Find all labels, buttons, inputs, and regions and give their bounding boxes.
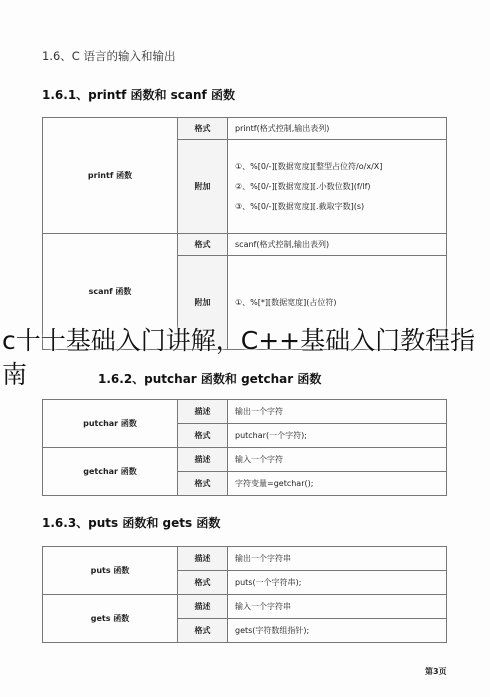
table-row — [43, 234, 447, 256]
getchar-format-key: 格式 — [178, 472, 228, 496]
puts-name-cell: puts 函数 — [43, 547, 178, 595]
putchar-desc-key: 描述 — [178, 400, 228, 424]
putchar-getchar-table — [42, 399, 447, 496]
scanf-extra-key: 附加 — [178, 256, 228, 350]
subsection-title-putchar-getchar: 1.6.2、putchar 函数和 getchar 函数 — [98, 372, 322, 386]
getchar-name-cell: getchar 函数 — [43, 448, 178, 496]
table-row — [43, 547, 447, 571]
printf-extra-key: 附加 — [178, 140, 228, 234]
table-row — [43, 400, 447, 424]
gets-name-cell: gets 函数 — [43, 595, 178, 643]
gets-desc-value: 输入一个字符串 — [228, 595, 447, 619]
printf-extra-line-1: ①、%[0/-][数据宽度][整型占位符/o/x/X] — [235, 161, 383, 171]
putchar-desc-value: 输出一个字符 — [228, 400, 447, 424]
printf-format-value: printf(格式控制,输出表列) — [228, 118, 447, 140]
scanf-name-cell: scanf 函数 — [43, 234, 178, 350]
table-row — [43, 448, 447, 472]
printf-scanf-table — [42, 117, 447, 350]
puts-format-key: 格式 — [178, 571, 228, 595]
scanf-format-key: 格式 — [178, 234, 228, 256]
printf-extra-line-3: ③、%[0/-][数据宽度][.截取字数](s) — [235, 201, 365, 211]
overlay-caption: c十十基础入门讲解，C++基础入门教程指南 — [2, 326, 476, 389]
puts-gets-table — [42, 546, 447, 643]
putchar-name-cell: putchar 函数 — [43, 400, 178, 448]
page-number: 第3页 — [425, 667, 447, 676]
section-title: 1.6、C 语言的输入和输出 — [42, 49, 176, 63]
printf-format-key: 格式 — [178, 118, 228, 140]
printf-extra-value — [228, 140, 447, 234]
gets-format-key: 格式 — [178, 619, 228, 643]
putchar-format-key: 格式 — [178, 424, 228, 448]
scanf-extra-line-1: ①、%[*][数据宽度](占位符) — [235, 297, 337, 307]
printf-extra-line-2: ②、%[0/-][数据宽度][.小数位数](f/lf) — [235, 181, 371, 191]
getchar-desc-value: 输入一个字符 — [228, 448, 447, 472]
gets-format-value: gets(字符数组指针); — [228, 619, 447, 643]
printf-name-cell: printf 函数 — [43, 118, 178, 234]
subsection-title-printf-scanf: 1.6.1、printf 函数和 scanf 函数 — [42, 88, 235, 102]
subsection-title-puts-gets: 1.6.3、puts 函数和 gets 函数 — [42, 516, 221, 530]
table-row — [43, 595, 447, 619]
gets-desc-key: 描述 — [178, 595, 228, 619]
getchar-format-value: 字符变量=getchar(); — [228, 472, 447, 496]
puts-format-value: puts(一个字符串); — [228, 571, 447, 595]
puts-desc-key: 描述 — [178, 547, 228, 571]
getchar-desc-key: 描述 — [178, 448, 228, 472]
puts-desc-value: 输出一个字符串 — [228, 547, 447, 571]
table-row — [43, 118, 447, 140]
scanf-format-value: scanf(格式控制,输出表列) — [228, 234, 447, 256]
putchar-format-value: putchar(一个字符); — [228, 424, 447, 448]
